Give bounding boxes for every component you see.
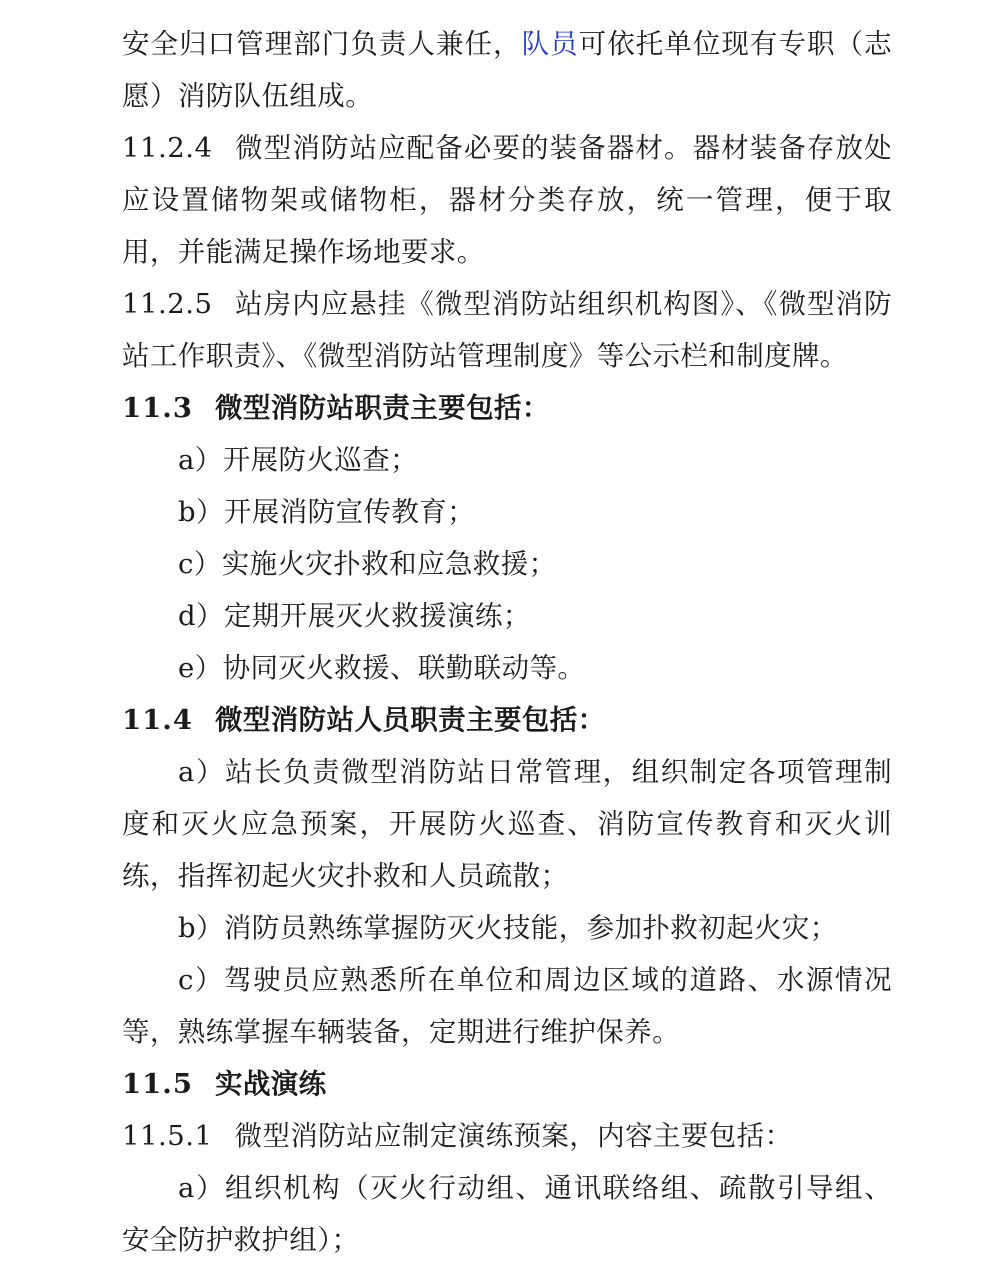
- clause-text: 微型消防站应制定演练预案，内容主要包括：: [234, 1120, 793, 1152]
- paragraph-continuation: [122, 18, 892, 122]
- clause-text: 站房内应悬挂《微型消防站组织机构图》、《微型消防站工作职责》、《微型消防站管理制度》等公示栏和制度牌。: [122, 288, 892, 372]
- heading-number: 11.4: [122, 704, 193, 736]
- list-item: a）站长负责微型消防站日常管理，组织制定各项管理制度和灭火应急预案，开展防火巡查、消防宣传教育和灭火训练，指挥初起火灾扑救和人员疏散；: [122, 756, 892, 892]
- heading-11-3: [122, 382, 892, 434]
- heading-number: 11.5: [122, 1068, 193, 1100]
- heading-text: 实战演练: [214, 1068, 327, 1100]
- heading-number: 11.3: [122, 392, 193, 424]
- list-item: c）实施火灾扑救和应急救援；: [178, 548, 557, 580]
- list-item: a）组织机构（灭火行动组、通讯联络组、疏散引导组、安全防护救护组）；: [122, 1172, 892, 1256]
- heading-text: 微型消防站职责主要包括：: [214, 392, 550, 424]
- paragraph-text-post: 可依托单位现有专职（志愿）消防队伍组成。: [122, 28, 892, 112]
- list-item: d）定期开展灭火救援演练；: [178, 600, 531, 632]
- clause-11-2-4: [122, 122, 892, 278]
- list-item: b）开展消防宣传教育；: [178, 496, 476, 528]
- list-item: a）开展防火巡查；: [178, 444, 418, 476]
- list-item: c）驾驶员应熟悉所在单位和周边区域的道路、水源情况等，熟练掌握车辆装备，定期进行维护保养。: [122, 964, 892, 1048]
- highlighted-text: 队员: [521, 28, 579, 60]
- list-item: b）消防员熟练掌握防灭火技能，参加扑救初起火灾；: [178, 912, 838, 944]
- paragraph-text-pre: 安全归口管理部门负责人兼任，: [122, 28, 522, 60]
- clause-11-5-1: [122, 1110, 892, 1162]
- clause-number: 11.2.4: [122, 132, 213, 164]
- list-item: e）协同灭火救援、联勤联动等。: [178, 652, 586, 684]
- clause-number: 11.2.5: [122, 288, 213, 320]
- heading-11-4: [122, 694, 892, 746]
- heading-text: 微型消防站人员职责主要包括：: [214, 704, 606, 736]
- heading-11-5: [122, 1058, 892, 1110]
- clause-number: 11.5.1: [122, 1120, 213, 1152]
- clause-11-2-5: [122, 278, 892, 382]
- clause-text: 微型消防站应配备必要的装备器材。器材装备存放处应设置储物架或储物柜，器材分类存放，统一管理，便于取用，并能满足操作场地要求。: [122, 132, 892, 268]
